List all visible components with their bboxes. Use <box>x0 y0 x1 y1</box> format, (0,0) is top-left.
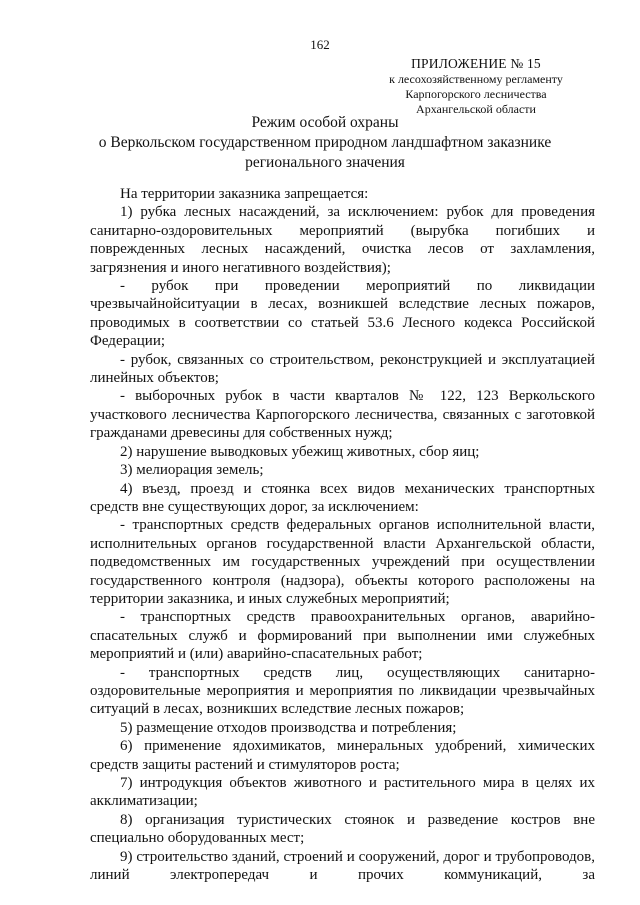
paragraph-item-5: 5) размещение отходов производства и потребления; <box>120 719 457 736</box>
paragraph-item-1: 1) рубка лесных насаждений, за исключением: рубок для проведения санитарно-оздоровительных мероприятий (вырубка погибших и поврежденных лесных насаждений, очистка лесов от захламления, загрязнения и иного негативного воздействия); <box>90 204 595 276</box>
document-title <box>90 113 560 173</box>
paragraph-item-4-sub-1: - транспортных средств федеральных органов исполнительной власти, исполнительных органов государственной власти Архангельской области, подведомственных им государственных учреждений при осуществлении государственного контроля (надзора), объекты которого расположены на территории заказника, и иных служебных мероприятий; <box>90 517 595 607</box>
appendix-title: ПРИЛОЖЕНИЕ № 15 <box>411 56 541 71</box>
appendix-line-2: Карпогорского лесничества <box>405 87 547 101</box>
paragraph-item-1-sub-1: - рубок при проведении мероприятий по ликвидации чрезвычайнойситуации в лесах, возникшей вследствие лесных пожаров, проводимых в соответствии со статьей 53.6 Лесного кодекса Российской Федерации; <box>90 278 595 350</box>
paragraph-item-9: 9) строительство зданий, строений и сооружений, дорог и трубопроводов, линий электропередач и прочих коммуникаций, за <box>90 848 595 884</box>
page-number: 162 <box>310 37 330 52</box>
paragraph-item-1-sub-2: - рубок, связанных со строительством, реконструкцией и эксплуатацией линейных объектов; <box>90 351 595 387</box>
paragraph-item-3: 3) мелиорация земель; <box>120 462 264 479</box>
paragraph-item-8: 8) организация туристических стоянок и разведение костров вне специально оборудованных мест; <box>90 811 595 847</box>
appendix-header <box>356 56 596 117</box>
paragraph-item-4: 4) въезд, проезд и стоянка всех видов механических транспортных средств вне существующих дорог, за исключением: <box>90 480 595 515</box>
paragraph-item-2: 2) нарушение выводковых убежищ животных, сбор яиц; <box>120 443 480 460</box>
paragraph-item-4-sub-3: - транспортных средств лиц, осуществляющих санитарно-оздоровительные мероприятия и мероприятия по ликвидации чрезвычайных ситуаций в лесах, возникших вследствие лесных пожаров; <box>90 664 595 718</box>
paragraph-intro: На территории заказника запрещается: <box>120 186 369 202</box>
title-line-2: о Веркольском государственном природном ландшафтном заказнике <box>98 134 552 151</box>
paragraph-item-1-sub-3: - выборочных рубок в части кварталов № 122, 123 Веркольского участкового лесничества Карпогорского лесничества, связанных с заготовкой гражданами древесины для собственных нужд; <box>90 388 595 442</box>
appendix-line-3: Архангельской области <box>416 102 536 116</box>
title-line-3: регионального значения <box>245 154 405 171</box>
appendix-line-1: к лесохозяйственному регламенту <box>389 72 563 86</box>
paragraph-item-7: 7) интродукция объектов животного и растительного мира в целях их акклиматизации; <box>90 775 595 810</box>
title-line-1: Режим особой охраны <box>251 114 399 131</box>
paragraph-item-4-sub-2: - транспортных средств правоохранительных органов, аварийно-спасательных служб и формирований при выполнении ими служебных мероприятий и (или) аварийно-спасательных работ; <box>90 609 595 663</box>
document-body <box>90 185 595 884</box>
paragraph-item-6: 6) применение ядохимикатов, минеральных удобрений, химических средств защиты растений и стимуляторов роста; <box>90 738 595 773</box>
